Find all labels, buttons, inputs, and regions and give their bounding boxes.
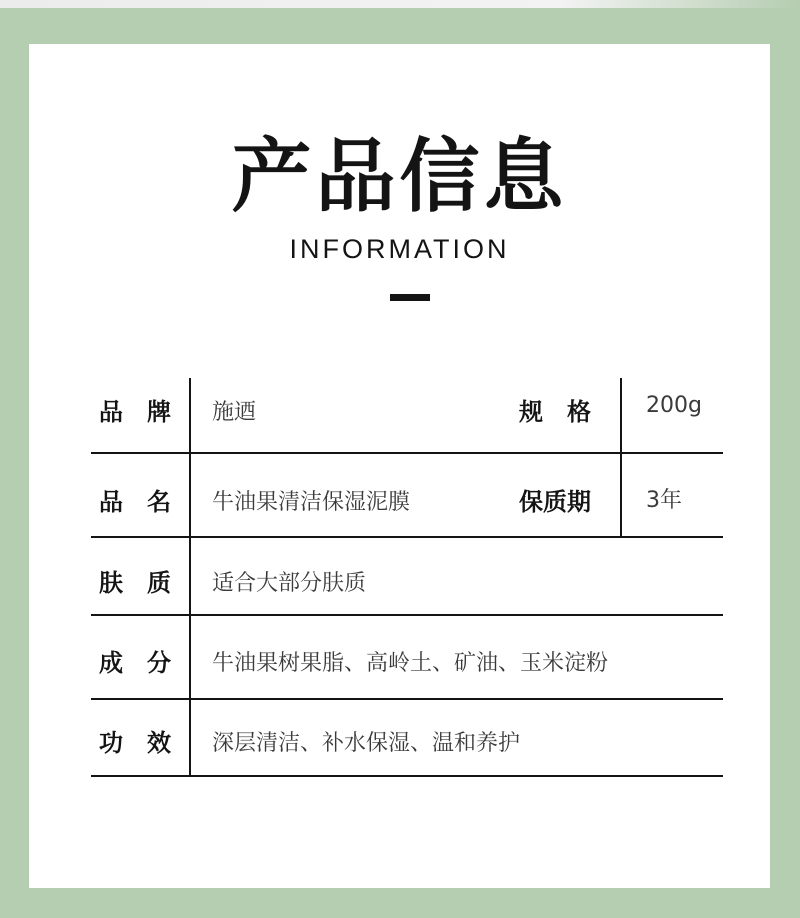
ingredients-value: 牛油果树果脂、高岭土、矿油、玉米淀粉 (212, 651, 609, 676)
row-divider-1 (91, 452, 723, 454)
row-divider-3 (91, 614, 723, 616)
row-divider-5 (91, 775, 723, 777)
top-strip (0, 0, 800, 8)
page-subtitle: INFORMATION (289, 234, 510, 264)
ingredients-label: 成 分 (99, 649, 171, 677)
brand-label: 品 牌 (99, 398, 171, 426)
info-card (29, 44, 770, 888)
effects-value: 深层清洁、补水保湿、温和养护 (212, 731, 521, 756)
label-column-divider (189, 378, 191, 777)
title-divider (390, 294, 430, 301)
spec-column-divider (620, 378, 622, 537)
shelf-life-value: 3年 (646, 488, 682, 513)
effects-label: 功 效 (99, 729, 171, 757)
skin-type-label: 肤 质 (99, 569, 171, 597)
shelf-life-label: 保质期 (519, 488, 591, 516)
spec-value: 200g (646, 393, 702, 418)
name-value: 牛油果清洁保湿泥膜 (212, 490, 411, 515)
spec-label: 规 格 (519, 398, 591, 426)
brand-value: 施迺 (212, 400, 257, 425)
page-title: 产品信息 (231, 130, 568, 223)
skin-type-value: 适合大部分肤质 (212, 571, 367, 596)
row-divider-4 (91, 698, 723, 700)
name-label: 品 名 (99, 488, 171, 516)
row-divider-2 (91, 536, 723, 538)
